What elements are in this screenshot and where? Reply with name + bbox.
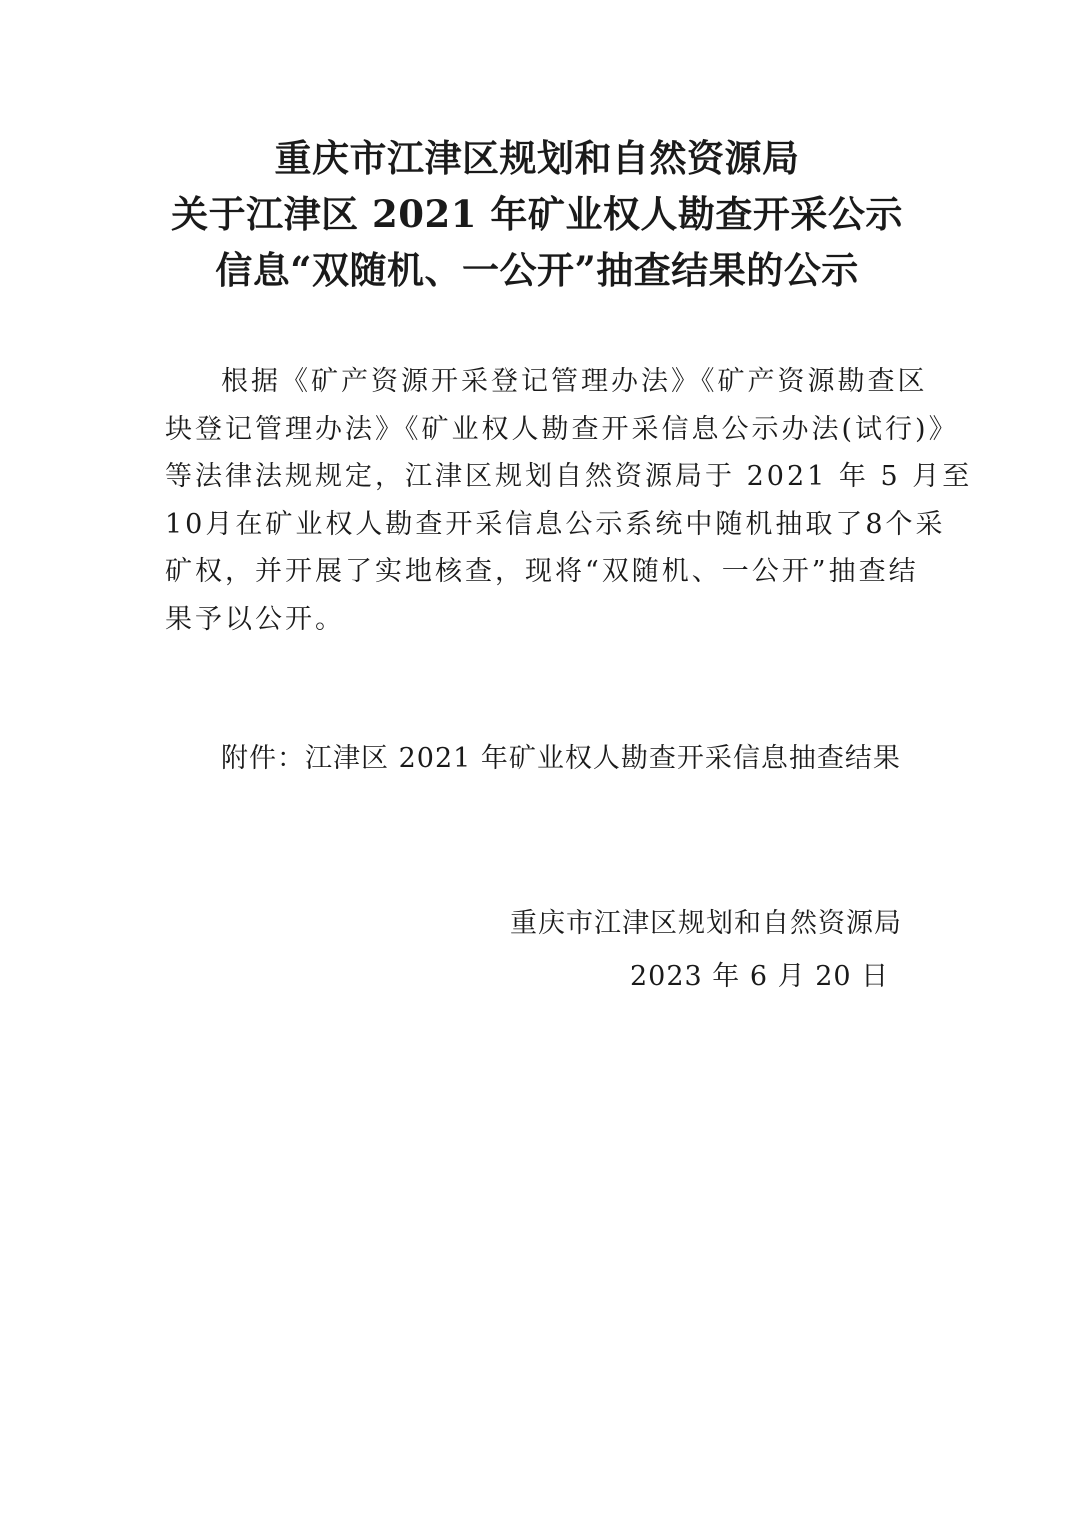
body-line-2: 块登记管理办法》《矿业权人勘查开采信息公示办法(试行)》 bbox=[165, 413, 959, 445]
body-line-3: 等法律法规规定，江津区规划自然资源局于 2021 年 5 月至 bbox=[165, 461, 973, 492]
signature-org: 重庆市江津区规划和自然资源局 bbox=[510, 908, 902, 939]
body-line-6: 果予以公开。 bbox=[165, 603, 345, 635]
body-line-1: 根据《矿产资源开采登记管理办法》《矿产资源勘查区 bbox=[221, 366, 928, 397]
body-line-5: 矿权，并开展了实地核查，现将“双随机、一公开”抽查结 bbox=[165, 556, 919, 587]
attachment-note: 附件：江津区 2021 年矿业权人勘查开采信息抽查结果 bbox=[221, 743, 901, 774]
body-line-4: 10月在矿业权人勘查开采信息公示系统中随机抽取了8个采 bbox=[165, 508, 946, 540]
signature-date: 2023 年 6 月 20 日 bbox=[630, 961, 890, 992]
title-line-2: 关于江津区 2021 年矿业权人勘查开采公示 bbox=[171, 192, 903, 236]
title-line-1: 重庆市江津区规划和自然资源局 bbox=[274, 136, 800, 180]
body-paragraph bbox=[165, 358, 973, 643]
document-title bbox=[0, 130, 1074, 298]
title-line-3: 信息“双随机、一公开”抽查结果的公示 bbox=[215, 248, 859, 292]
